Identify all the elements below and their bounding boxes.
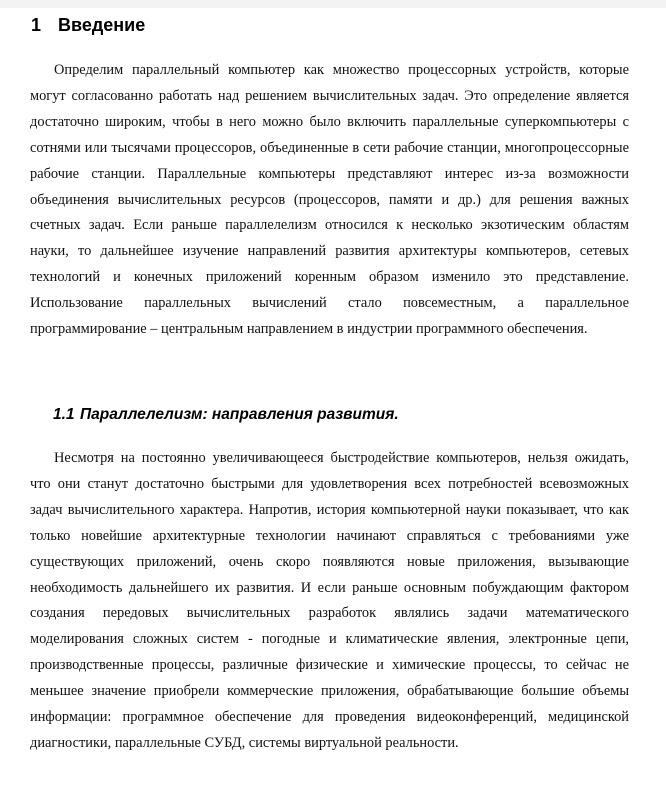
section-heading xyxy=(31,14,145,36)
section-title: Введение xyxy=(58,15,146,35)
subsection-number: 1.1 xyxy=(53,406,75,423)
subsection-paragraph: Несмотря на постоянно увеличивающееся быстродействие компьютеров, нельзя ожидать, что они станут достаточно быстрыми для удовлетворения всех потребностей всевозможных задач вычислительного характера. Напротив, история компьютерной науки показывает, что как только новейшие архитектурные технологии начинают справляться с требованиями уже существующих приложений, очень скоро появляются новые приложения, вызывающие необходимость дальнейшего их развития. И если раньше основным побуждающим фактором создания передовых вычислительных разработок являлись задачи математического моделирования сложных систем - погодные и климатические явления, электронные цепи, производственные процессы, различные физические и химические процессы, то сейчас не меньшее значение приобрели коммерческие приложения, обрабатывающие большие объемы информации: программное обеспечение для проведения видеоконференций, медицинской диагностики, параллельные СУБД, системы виртуальной реальности. xyxy=(30,450,629,751)
subsection-title: Параллелелизм: направления развития. xyxy=(80,406,399,423)
subsection-heading xyxy=(53,405,399,425)
section-paragraph: Определим параллельный компьютер как множество процессорных устройств, которые могут согласованно работать над решением вычислительных задач. Это определение является достаточно широким, чтобы в него можно было включить параллельные суперкомпьютеры с сотнями или тысячами процессоров, объединенные в сети рабочие станции, многопроцессорные рабочие станции. Параллельные компьютеры представляют интерес из-за возможности объединения вычислительных ресурсов (процессоров, памяти и др.) для решения важных счетных задач. Если раньше параллелелизм относился к несколько экзотическим областям науки, то дальнейшее изучение направлений развития архитектуры компьютеров, сетевых технологий и конечных приложений коренным образом изменило это представление. Использование параллельных вычислений стало повсеместным, а параллельное программирование – центральным направлением в индустрии программного обеспечения. xyxy=(30,62,629,338)
section-number: 1 xyxy=(31,15,42,35)
